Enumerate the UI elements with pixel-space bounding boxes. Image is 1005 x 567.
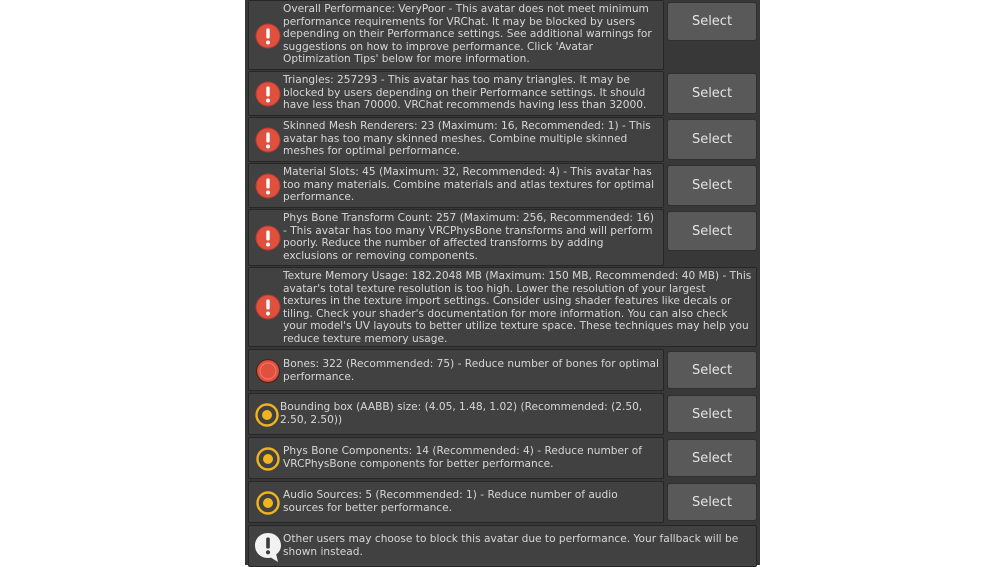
error-icon <box>255 225 281 251</box>
message-box <box>248 71 664 116</box>
info-bubble-icon <box>253 531 283 563</box>
message-text: Phys Bone Transform Count: 257 (Maximum: 256, Recommended: 16) - This avatar has too many VRCPhysBone transforms and will perform poorly. Reduce the number of affected transforms by adding exclusions or removing components. <box>283 212 654 262</box>
message-row <box>245 393 760 435</box>
message-text: Texture Memory Usage: 182.2048 MB (Maximum: 150 MB, Recommended: 40 MB) - This avatar's total texture resolution is too high. Lower the resolution of your largest textures in the texture import settings. Consider using shader features like decals or tiling. Check your shader's documentation for more information. You can also check your model's UV layouts to better utilize texture space. These techniques may help you reduce texture memory usage. <box>283 270 752 345</box>
select-button[interactable]: Select <box>667 211 757 251</box>
error-icon <box>255 173 281 199</box>
message-box <box>248 209 664 266</box>
message-text: Material Slots: 45 (Maximum: 32, Recommended: 4) - This avatar has too many materials. Combine materials and atlas textures for optimal performance. <box>283 166 655 204</box>
message-row <box>245 117 760 162</box>
error-icon <box>255 127 281 153</box>
performance-messages-panel <box>245 0 760 565</box>
message-box <box>248 349 664 391</box>
message-text: Overall Performance: VeryPoor - This avatar does not meet minimum performance requirements for VRChat. It may be blocked by users depending on their Performance settings. See additional warnings for suggestions on how to improve performance. Click 'Avatar Optimization Tips' below for more information. <box>283 3 652 66</box>
message-row <box>245 0 760 70</box>
message-row <box>245 71 760 116</box>
select-button[interactable]: Select <box>667 351 757 389</box>
warning-circle-icon <box>255 490 281 516</box>
select-button[interactable]: Select <box>667 483 757 521</box>
error-icon <box>255 294 281 320</box>
message-box <box>248 481 664 523</box>
warning-circle-icon <box>254 402 280 428</box>
message-text: Phys Bone Components: 14 (Recommended: 4) - Reduce number of VRCPhysBone components for better performance. <box>283 445 642 470</box>
select-button[interactable]: Select <box>667 73 757 114</box>
message-text: Bones: 322 (Recommended: 75) - Reduce number of bones for optimal performance. <box>283 358 659 383</box>
message-text: Triangles: 257293 - This avatar has too many triangles. It may be blocked by users depending on their Performance settings. It should have less than 70000. VRChat recommends having less than 32000. <box>283 74 647 112</box>
message-row <box>245 437 760 479</box>
message-text: Other users may choose to block this avatar due to performance. Your fallback will be shown instead. <box>283 533 739 558</box>
message-row <box>245 209 760 266</box>
message-box <box>248 267 757 347</box>
message-box <box>248 525 757 567</box>
message-row <box>245 481 760 523</box>
error-circle-icon <box>255 358 281 384</box>
message-box <box>248 437 664 479</box>
message-row <box>245 267 760 347</box>
message-box <box>248 117 664 162</box>
message-text: Bounding box (AABB) size: (4.05, 1.48, 1.02) (Recommended: (2.50, 2.50, 2.50)) <box>280 401 643 426</box>
warning-circle-icon <box>255 446 281 472</box>
select-button[interactable]: Select <box>667 395 757 433</box>
error-icon <box>255 23 281 49</box>
message-text: Audio Sources: 5 (Recommended: 1) - Reduce number of audio sources for better performance. <box>283 489 618 514</box>
select-button[interactable]: Select <box>667 119 757 160</box>
message-row <box>245 525 760 565</box>
message-text: Skinned Mesh Renderers: 23 (Maximum: 16, Recommended: 1) - This avatar has too many skinned meshes. Combine multiple skinned meshes for optimal performance. <box>283 120 651 158</box>
select-button[interactable]: Select <box>667 439 757 477</box>
error-icon <box>255 81 281 107</box>
message-row <box>245 163 760 208</box>
message-box <box>248 393 664 435</box>
message-box <box>248 0 664 70</box>
message-box <box>248 163 664 208</box>
message-row <box>245 349 760 391</box>
select-button[interactable]: Select <box>667 2 757 41</box>
select-button[interactable]: Select <box>667 165 757 206</box>
